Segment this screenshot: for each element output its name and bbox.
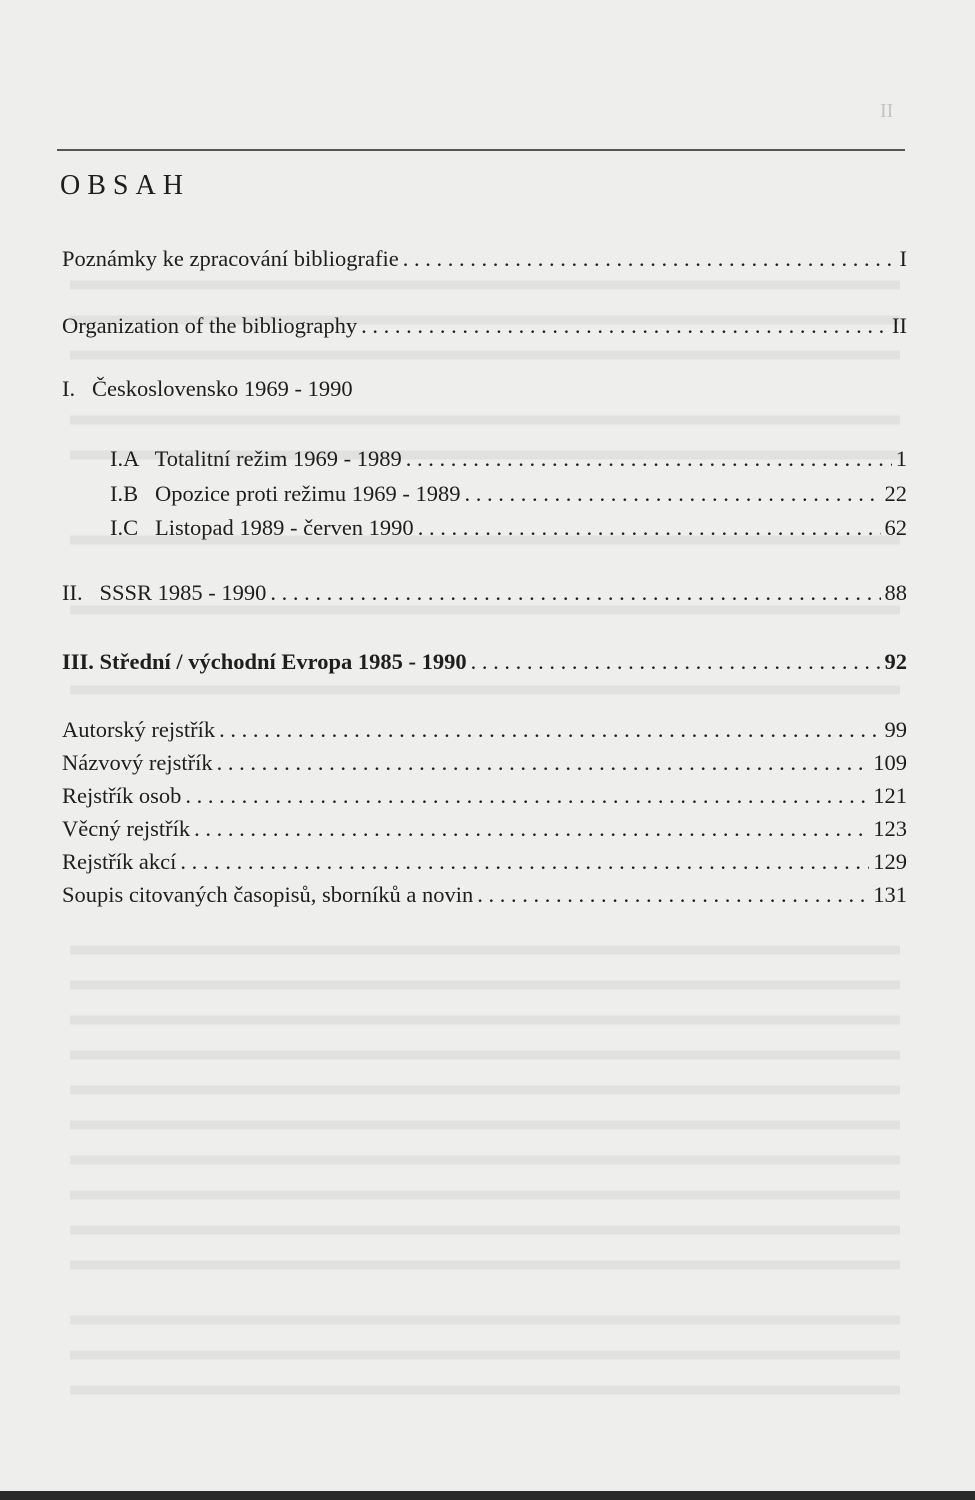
toc-entry-page: 129 bbox=[873, 849, 907, 874]
toc-leader-dots bbox=[270, 577, 880, 609]
toc-entry-page: 1 bbox=[895, 446, 907, 471]
toc-entry-label: Věcný rejstřík bbox=[62, 816, 191, 841]
toc-entry bbox=[110, 478, 907, 510]
toc-entry-page: 22 bbox=[884, 481, 907, 506]
toc-entry-page: 109 bbox=[873, 750, 907, 775]
toc-entry-label: I.C Listopad 1989 - červen 1990 bbox=[110, 515, 414, 540]
toc-leader-dots bbox=[194, 813, 869, 845]
page-folio: II bbox=[880, 100, 894, 122]
toc-entry-page: 123 bbox=[873, 816, 907, 841]
toc-entry bbox=[62, 243, 907, 275]
toc-entry-label: Poznámky ke zpracování bibliografie bbox=[62, 246, 399, 271]
toc-entry-label: Autorský rejstřík bbox=[62, 717, 216, 742]
toc-entry-page: 121 bbox=[873, 783, 907, 808]
toc-entry-label: Organization of the bibliography bbox=[62, 313, 358, 338]
toc-entry bbox=[110, 443, 907, 475]
toc-leader-dots bbox=[185, 780, 869, 812]
toc-leader-dots bbox=[361, 310, 888, 342]
toc-entry-page: 88 bbox=[884, 580, 907, 605]
toc-entry bbox=[62, 846, 907, 878]
toc-entry-label: Soupis citovaných časopisů, sborníků a novin bbox=[62, 882, 474, 907]
toc-entry-label: I. Československo 1969 - 1990 bbox=[62, 376, 353, 401]
toc-entry-label: III. Střední / východní Evropa 1985 - 1990 bbox=[62, 649, 467, 674]
toc-entry-page: II bbox=[892, 313, 907, 338]
toc-leader-dots bbox=[217, 747, 870, 779]
toc-entry-page: 62 bbox=[884, 515, 907, 540]
toc-entry-page: I bbox=[899, 246, 907, 271]
page-bottom-edge bbox=[0, 1491, 975, 1500]
toc-leader-dots bbox=[418, 512, 881, 544]
toc-entry bbox=[62, 646, 907, 678]
toc-entry bbox=[62, 747, 907, 779]
toc-entry-label: Rejstřík akcí bbox=[62, 849, 177, 874]
toc-entry bbox=[62, 310, 907, 342]
toc-entry-label: II. SSSR 1985 - 1990 bbox=[62, 580, 267, 605]
toc-entry-label: I.A Totalitní režim 1969 - 1989 bbox=[110, 446, 402, 471]
toc-entry-page: 131 bbox=[873, 882, 907, 907]
toc-entry-label: Rejstřík osob bbox=[62, 783, 182, 808]
toc-entry-label: I.B Opozice proti režimu 1969 - 1989 bbox=[110, 481, 461, 506]
toc-entry-page: 92 bbox=[884, 649, 907, 674]
toc-entry-page: 99 bbox=[884, 717, 907, 742]
toc-entry bbox=[62, 714, 907, 746]
toc-entry-label: Názvový rejstřík bbox=[62, 750, 213, 775]
toc-entry bbox=[62, 879, 907, 911]
toc-leader-dots bbox=[465, 478, 881, 510]
toc-section-heading bbox=[62, 373, 907, 405]
toc-entry bbox=[62, 780, 907, 812]
toc-leader-dots bbox=[471, 646, 881, 678]
toc-leader-dots bbox=[406, 443, 892, 475]
toc-leader-dots bbox=[180, 846, 869, 878]
toc-leader-dots bbox=[403, 243, 896, 275]
toc-leader-dots bbox=[477, 879, 869, 911]
toc-entry bbox=[62, 577, 907, 609]
page-title: OBSAH bbox=[60, 170, 190, 201]
header-rule bbox=[57, 149, 905, 151]
toc-entry bbox=[110, 512, 907, 544]
toc-entry bbox=[62, 813, 907, 845]
toc-leader-dots bbox=[219, 714, 880, 746]
